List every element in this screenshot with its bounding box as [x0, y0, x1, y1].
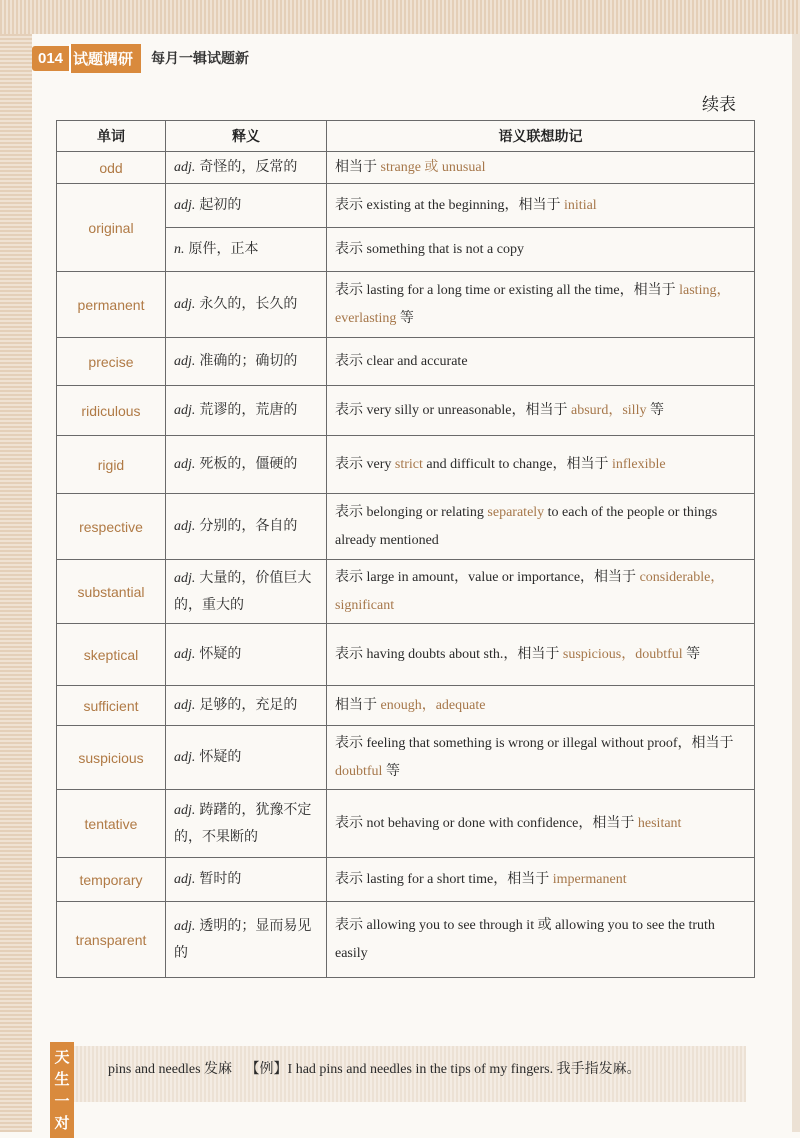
mnemonic-cell: [327, 858, 755, 902]
page-number: 014: [32, 46, 69, 71]
meaning-text: 原件，正本: [188, 241, 259, 257]
footer-example-sentence: I had pins and needles in the tips of my fingers. 我手指发麻。: [287, 1062, 641, 1077]
meaning-text: 荒谬的，荒唐的: [199, 402, 298, 418]
word-cell: odd: [57, 152, 166, 184]
part-of-speech: adj.: [174, 919, 196, 934]
footer-tag: [50, 1042, 74, 1138]
mnemonic-text: 相当于: [335, 697, 381, 713]
part-of-speech: adj.: [174, 647, 196, 662]
table-row: [57, 386, 755, 436]
footer-tag-char: 生: [54, 1070, 70, 1088]
word-cell: substantial: [57, 560, 166, 624]
meaning-text: 准确的；确切的: [199, 353, 298, 369]
synonym-highlight: impermanent: [552, 871, 627, 887]
table-row: [57, 436, 755, 494]
vocabulary-table: [56, 120, 755, 978]
meaning-text: 踌躇的，犹豫不定的，不果断的: [174, 802, 312, 845]
synonym-highlight: strict: [394, 456, 423, 472]
meaning-cell: [166, 338, 327, 386]
part-of-speech: adj.: [174, 519, 196, 534]
synonym-highlight: enough，adequate: [380, 697, 486, 713]
mnemonic-text: 等: [682, 646, 701, 662]
mnemonic-text: 等: [396, 310, 414, 326]
mnemonic-text: 表示 lasting for a short time，相当于: [335, 871, 553, 887]
synonym-highlight: absurd，silly: [571, 402, 647, 418]
table-row: [57, 790, 755, 858]
meaning-text: 怀疑的: [199, 646, 242, 662]
meaning-cell: [166, 858, 327, 902]
mnemonic-cell: [327, 152, 755, 184]
mnemonic-text: 表示 very: [335, 456, 395, 472]
meaning-cell: [166, 386, 327, 436]
synonym-highlight: doubtful: [335, 763, 383, 779]
meaning-cell: [166, 228, 327, 272]
column-header-mnemonic: 语义联想助记: [327, 121, 755, 152]
synonym-highlight: hesitant: [637, 815, 682, 831]
part-of-speech: adj.: [174, 698, 196, 713]
top-decorative-band: [0, 0, 800, 34]
mnemonic-cell: [327, 494, 755, 560]
left-decorative-band: [0, 34, 32, 1132]
mnemonic-text: 表示 very silly or unreasonable，相当于: [335, 402, 572, 418]
page-header: [32, 44, 249, 72]
mnemonic-cell: [327, 184, 755, 228]
meaning-cell: [166, 726, 327, 790]
mnemonic-text: 表示 large in amount，value or importance，相当于: [335, 569, 640, 585]
table-row: [57, 902, 755, 978]
synonym-highlight: inflexible: [611, 456, 666, 472]
mnemonic-cell: [327, 560, 755, 624]
footer-example-label: 【例】: [245, 1062, 288, 1077]
footer-phrase: pins and needles 发麻: [108, 1062, 233, 1077]
word-cell: respective: [57, 494, 166, 560]
part-of-speech: adj.: [174, 803, 196, 818]
footer-tag-char: 天: [54, 1048, 70, 1066]
part-of-speech: adj.: [174, 571, 196, 586]
mnemonic-cell: [327, 686, 755, 726]
meaning-cell: [166, 184, 327, 228]
mnemonic-text: to each of the people or things already mentioned: [335, 504, 718, 548]
word-cell: permanent: [57, 272, 166, 338]
mnemonic-cell: [327, 790, 755, 858]
mnemonic-text: 表示 allowing you to see through it 或 allowing you to see the truth easily: [335, 917, 715, 961]
mnemonic-text: 表示 clear and accurate: [335, 353, 468, 369]
meaning-cell: [166, 494, 327, 560]
word-cell: skeptical: [57, 624, 166, 686]
part-of-speech: adj.: [174, 457, 196, 472]
mnemonic-cell: [327, 902, 755, 978]
meaning-cell: [166, 790, 327, 858]
column-header-word: 单词: [57, 121, 166, 152]
footer-tag-char: 对: [54, 1114, 70, 1132]
word-cell: suspicious: [57, 726, 166, 790]
meaning-text: 死板的，僵硬的: [199, 456, 298, 472]
part-of-speech: n.: [174, 242, 185, 257]
mnemonic-text: 表示 existing at the beginning，相当于: [335, 197, 565, 213]
mnemonic-text: 表示 belonging or relating: [335, 504, 488, 520]
meaning-text: 奇怪的，反常的: [199, 159, 298, 175]
meaning-cell: [166, 436, 327, 494]
synonym-highlight: lasting，everlasting: [335, 282, 731, 326]
part-of-speech: adj.: [174, 297, 196, 312]
mnemonic-text: 等: [382, 763, 400, 779]
part-of-speech: adj.: [174, 354, 196, 369]
footer-example: [108, 1060, 718, 1080]
meaning-cell: [166, 560, 327, 624]
mnemonic-cell: [327, 386, 755, 436]
meaning-text: 大量的，价值巨大的，重大的: [174, 570, 312, 613]
right-page-edge: [792, 34, 800, 1132]
series-title: 每月一辑试题新: [151, 51, 250, 67]
word-cell: sufficient: [57, 686, 166, 726]
table-row: [57, 624, 755, 686]
footer-tag-char: 一: [54, 1092, 70, 1110]
mnemonic-text: 表示 having doubts about sth.，相当于: [335, 646, 563, 662]
column-header-meaning: 释义: [166, 121, 327, 152]
mnemonic-cell: [327, 272, 755, 338]
meaning-cell: [166, 624, 327, 686]
mnemonic-text: 相当于: [335, 159, 381, 175]
synonym-highlight: suspicious，doubtful: [562, 646, 683, 662]
part-of-speech: adj.: [174, 872, 196, 887]
meaning-cell: [166, 272, 327, 338]
meaning-cell: [166, 902, 327, 978]
word-cell: ridiculous: [57, 386, 166, 436]
word-cell: original: [57, 184, 166, 272]
word-cell: temporary: [57, 858, 166, 902]
mnemonic-cell: [327, 338, 755, 386]
mnemonic-text: and difficult to change，相当于: [422, 456, 612, 472]
word-cell: rigid: [57, 436, 166, 494]
table-row: [57, 184, 755, 228]
mnemonic-text: 等: [646, 402, 664, 418]
table-body: [57, 152, 755, 978]
table-row: [57, 858, 755, 902]
part-of-speech: adj.: [174, 198, 196, 213]
mnemonic-cell: [327, 436, 755, 494]
table-row: [57, 152, 755, 184]
part-of-speech: adj.: [174, 160, 196, 175]
table-row: [57, 494, 755, 560]
table-row: [57, 726, 755, 790]
table-row: [57, 560, 755, 624]
mnemonic-text: 表示 feeling that something is wrong or illegal without proof，相当于: [335, 735, 734, 751]
meaning-cell: [166, 686, 327, 726]
continued-label: 续表: [702, 95, 736, 115]
meaning-text: 起初的: [199, 197, 242, 213]
meaning-text: 足够的，充足的: [199, 697, 298, 713]
mnemonic-text: 表示 something that is not a copy: [335, 241, 524, 257]
section-title: 试题调研: [69, 44, 141, 73]
table-row: [57, 272, 755, 338]
word-cell: precise: [57, 338, 166, 386]
word-cell: tentative: [57, 790, 166, 858]
mnemonic-cell: [327, 726, 755, 790]
meaning-text: 永久的，长久的: [199, 296, 298, 312]
table-row: [57, 338, 755, 386]
synonym-highlight: strange 或 unusual: [380, 159, 486, 175]
part-of-speech: adj.: [174, 750, 196, 765]
mnemonic-cell: [327, 228, 755, 272]
meaning-text: 透明的；显而易见的: [174, 918, 312, 961]
part-of-speech: adj.: [174, 403, 196, 418]
synonym-highlight: separately: [487, 504, 545, 520]
meaning-cell: [166, 152, 327, 184]
mnemonic-text: 表示 not behaving or done with confidence，相当于: [335, 815, 638, 831]
mnemonic-text: 表示 lasting for a long time or existing all the time，相当于: [335, 282, 680, 298]
word-cell: transparent: [57, 902, 166, 978]
synonym-highlight: initial: [564, 197, 597, 213]
mnemonic-cell: [327, 624, 755, 686]
meaning-text: 分别的，各自的: [199, 518, 298, 534]
meaning-text: 暂时的: [199, 871, 242, 887]
synonym-highlight: considerable，significant: [335, 569, 725, 613]
table-row: [57, 686, 755, 726]
table-header-row: [57, 121, 755, 152]
meaning-text: 怀疑的: [199, 749, 242, 765]
